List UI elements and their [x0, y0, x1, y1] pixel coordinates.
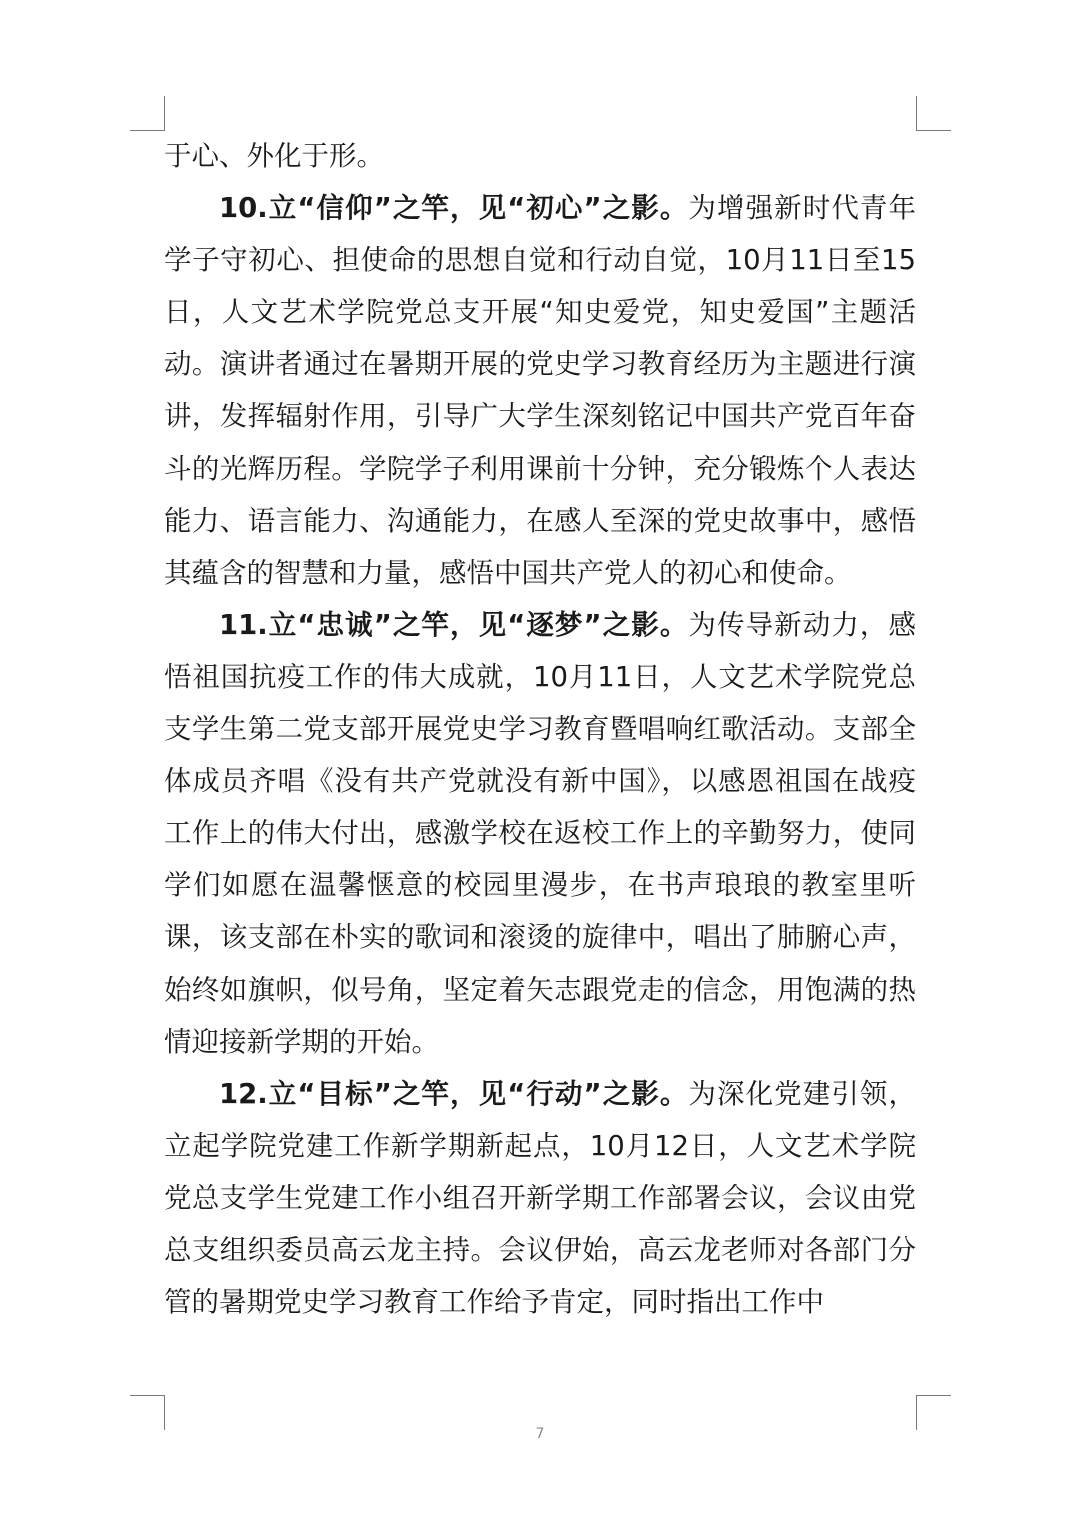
paragraph-11 [164, 599, 916, 1068]
paragraph-text: 为传导新动力，感悟祖国抗疫工作的伟大成就，10月11日，人文艺术学院党总支学生第二党支部开展党史学习教育暨唱响红歌活动。支部全体成员齐唱《没有共产党就没有新中国》，以感恩祖国在战疫工作上的伟大付出，感激学校在返校工作上的辛勤努力，使同学们如愿在温馨惬意的校园里漫步，在书声琅琅的教室里听课，该支部在朴实的歌词和滚烫的旋律中，唱出了肺腑心声，始终如旗帜，似号角，坚定着矢志跟党走的信念，用饱满的热情迎接新学期的开始。 [164, 608, 917, 1058]
crop-mark-top-left [130, 96, 165, 131]
paragraph-text: 为深化党建引领，立起学院党建工作新学期新起点，10月12日，人文艺术学院党总支学生党建工作小组召开新学期工作部署会议，会议由党总支组织委员高云龙主持。会议伊始，高云龙老师对各部门分管的暑期党史学习教育工作给予肯定，同时指出工作中 [164, 1077, 917, 1319]
paragraph-heading: 11.立“忠诚”之竿，见“逐梦”之影。 [219, 608, 689, 641]
crop-mark-bottom-right [916, 1395, 951, 1430]
paragraph-text: 于心、外化于形。 [164, 140, 384, 172]
paragraph-12 [164, 1068, 916, 1328]
paragraph-continuation [164, 130, 916, 182]
paragraph-heading: 12.立“目标”之竿，见“行动”之影。 [219, 1077, 689, 1110]
crop-mark-top-right [916, 96, 951, 131]
page-number: 7 [535, 1426, 545, 1442]
crop-mark-bottom-left [130, 1395, 165, 1430]
paragraph-heading: 10.立“信仰”之竿，见“初心”之影。 [219, 192, 689, 225]
paragraph-text: 为增强新时代青年学子守初心、担使命的思想自觉和行动自觉，10月11日至15日，人文艺术学院党总支开展“知史爱党，知史爱国”主题活动。演讲者通过在暑期开展的党史学习教育经历为主题进行演讲，发挥辐射作用，引导广大学生深刻铭记中国共产党百年奋斗的光辉历程。学院学子利用课前十分钟，充分锻炼个人表达能力、语言能力、沟通能力，在感人至深的党史故事中，感悟其蕴含的智慧和力量，感悟中国共产党人的初心和使命。 [164, 192, 917, 589]
page-body [164, 130, 916, 1328]
paragraph-10 [164, 182, 916, 599]
